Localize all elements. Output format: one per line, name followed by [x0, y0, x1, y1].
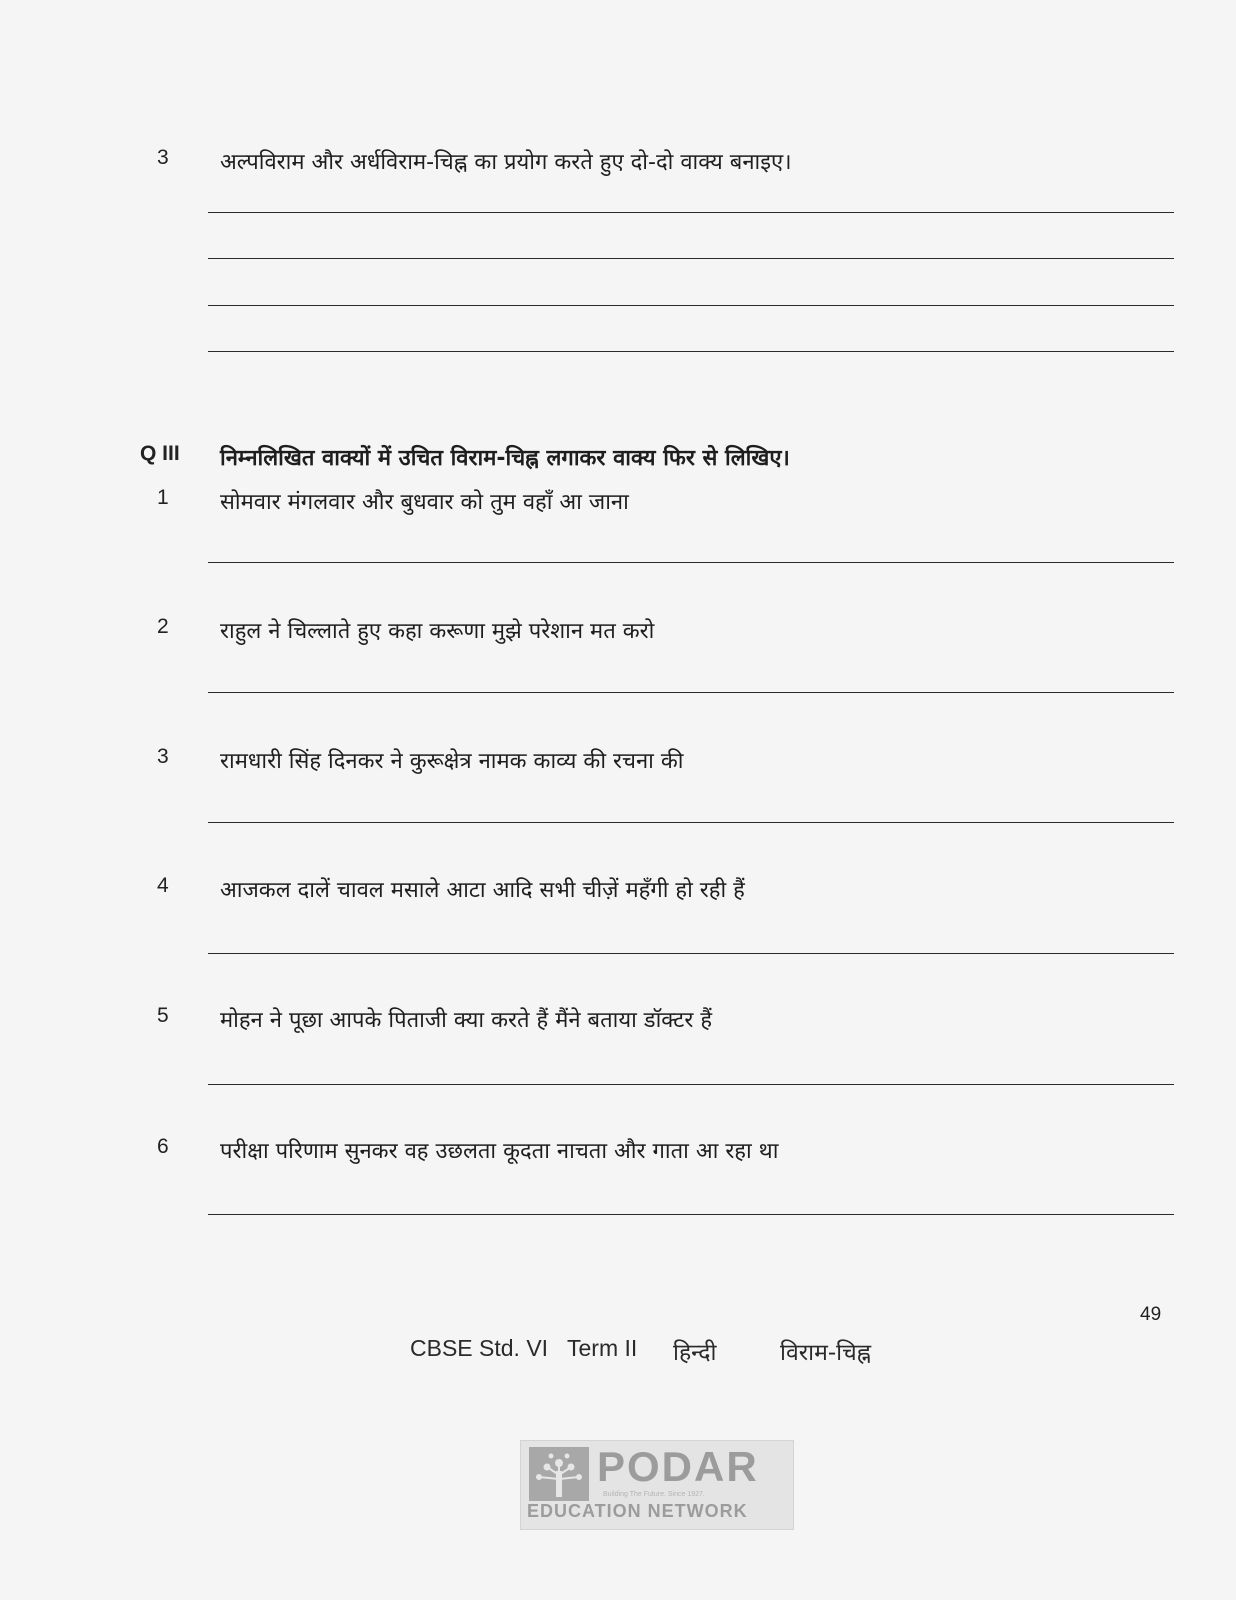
item-text: राहुल ने चिल्लाते हुए कहा करूणा मुझे परेशान मत करो: [220, 619, 655, 644]
item-number: 1: [157, 486, 169, 509]
item-text: मोहन ने पूछा आपके पिताजी क्या करते हैं मैंने बताया डॉक्टर हैं: [220, 1008, 713, 1033]
tree-icon: [529, 1447, 589, 1501]
section-instruction: निम्नलिखित वाक्यों में उचित विराम-चिह्न लगाकर वाक्य फिर से लिखिए।: [220, 446, 790, 471]
answer-line: [208, 562, 1174, 563]
section-label: Q III: [140, 442, 180, 465]
item-number: 3: [157, 745, 169, 768]
logo-brand: PODAR: [597, 1443, 759, 1490]
answer-line: [208, 822, 1174, 823]
answer-line: [208, 1084, 1174, 1085]
answer-line: [208, 305, 1174, 306]
item-text: रामधारी सिंह दिनकर ने कुरूक्षेत्र नामक काव्य की रचना की: [220, 749, 684, 774]
page-number: 49: [1140, 1304, 1162, 1325]
footer-board-std: CBSE Std. VI: [410, 1335, 549, 1361]
item-text: परीक्षा परिणाम सुनकर वह उछलता कूदता नाचता और गाता आ रहा था: [220, 1139, 779, 1164]
item-number: 4: [157, 874, 169, 897]
item-text: आजकल दालें चावल मसाले आटा आदि सभी चीज़ें महँगी हो रही हैं: [220, 878, 745, 903]
item-number: 6: [157, 1135, 169, 1158]
footer-topic: विराम-चिह्न: [780, 1340, 872, 1366]
logo-tagline: Building The Future. Since 1927.: [603, 1491, 705, 1498]
logo-network: EDUCATION NETWORK: [527, 1501, 748, 1521]
answer-line: [208, 953, 1174, 954]
question-text: अल्पविराम और अर्धविराम-चिह्न का प्रयोग करते हुए दो-दो वाक्य बनाइए।: [220, 150, 792, 175]
answer-line: [208, 1214, 1174, 1215]
question-number: 3: [157, 146, 169, 169]
item-text: सोमवार मंगलवार और बुधवार को तुम वहाँ आ जाना: [220, 490, 629, 515]
answer-line: [208, 212, 1174, 213]
footer-term: Term II: [567, 1335, 638, 1361]
footer-subject: हिन्दी: [673, 1340, 717, 1366]
answer-line: [208, 258, 1174, 259]
answer-line: [208, 351, 1174, 352]
answer-line: [208, 692, 1174, 693]
podar-logo: [520, 1440, 794, 1530]
item-number: 5: [157, 1004, 169, 1027]
item-number: 2: [157, 615, 169, 638]
